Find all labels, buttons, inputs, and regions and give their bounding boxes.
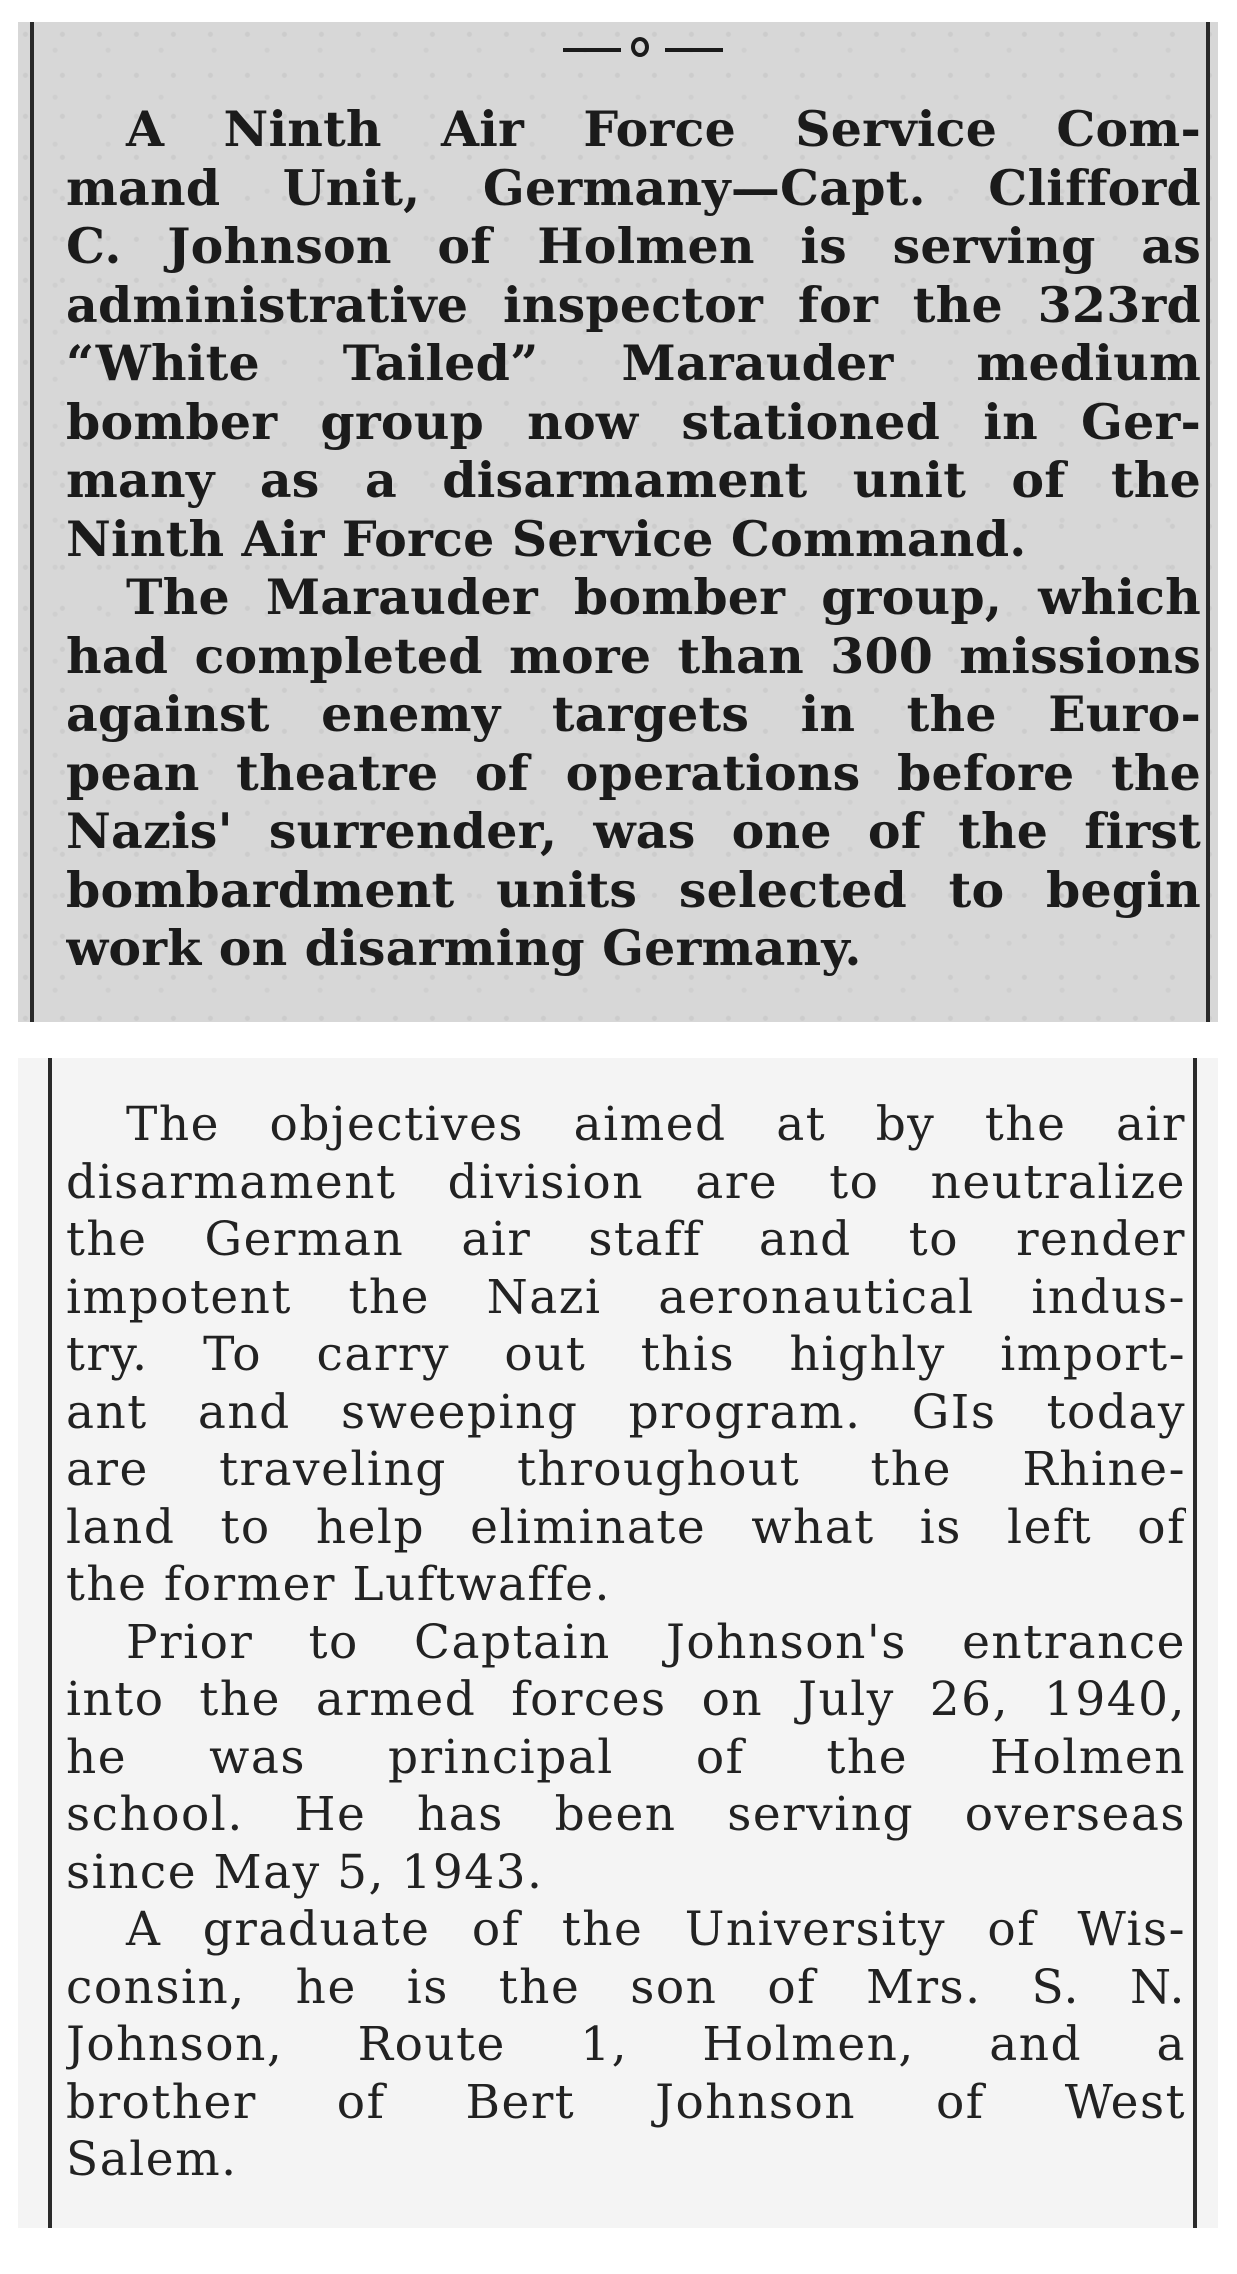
text-line: Ninth Air Force Service Command. bbox=[66, 509, 1027, 568]
text-line: The Marauder bomber group, which bbox=[126, 568, 1201, 626]
text-line: A graduate of the University of Wis- bbox=[126, 1902, 1186, 1957]
text-line: disarmament division are to neutralize bbox=[66, 1154, 1186, 1210]
text-line: bombardment units selected to begin bbox=[66, 860, 1201, 919]
text-line: ant and sweeping program. GIs today bbox=[66, 1384, 1186, 1440]
text-line: try. To carry out this highly import- bbox=[66, 1327, 1186, 1382]
column-rule-left bbox=[30, 22, 34, 1022]
text-line: brother of Bert Johnson of West bbox=[66, 2074, 1186, 2130]
text-line: since May 5, 1943. bbox=[66, 1844, 544, 1900]
text-line: Prior to Captain Johnson's entrance bbox=[126, 1614, 1186, 1670]
text-line: the German air staff and to render bbox=[66, 1212, 1186, 1267]
text-line: the former Luftwaffe. bbox=[66, 1557, 611, 1612]
text-line: Nazis' surrender, was one of the first bbox=[66, 802, 1201, 860]
news-clipping-bottom bbox=[18, 1058, 1218, 2228]
text-line: pean theatre of operations before the bbox=[66, 743, 1201, 802]
section-divider-ornament bbox=[563, 34, 723, 64]
text-line: mand Unit, Germany—Capt. Clifford bbox=[66, 158, 1201, 217]
text-line: school. He has been serving overseas bbox=[66, 1787, 1186, 1842]
text-line: Johnson, Route 1, Holmen, and a bbox=[66, 2017, 1186, 2072]
text-line: Salem. bbox=[66, 2132, 238, 2187]
text-line: C. Johnson of Holmen is serving as bbox=[66, 217, 1201, 275]
article-body-part-two bbox=[66, 1096, 1186, 2189]
article-body-part-one bbox=[66, 100, 1201, 978]
column-rule-right bbox=[1193, 1058, 1197, 2228]
column-rule-left bbox=[48, 1058, 52, 2228]
text-line: consin, he is the son of Mrs. S. N. bbox=[66, 1959, 1186, 2015]
text-line: are traveling throughout the Rhine- bbox=[66, 1442, 1186, 1497]
text-line: bomber group now stationed in Ger- bbox=[66, 392, 1201, 451]
text-line: against enemy targets in the Euro- bbox=[66, 685, 1201, 743]
text-line: impotent the Nazi aeronautical indus- bbox=[66, 1269, 1186, 1325]
text-line: The objectives aimed at by the air bbox=[126, 1097, 1186, 1152]
text-line: land to help eliminate what is left of bbox=[66, 1499, 1186, 1555]
text-line: “White Tailed” Marauder medium bbox=[66, 334, 1201, 392]
text-line: administrative inspector for the 323rd bbox=[66, 275, 1201, 334]
text-line: many as a disarmament unit of the bbox=[66, 451, 1201, 509]
text-line: had completed more than 300 missions bbox=[66, 626, 1201, 685]
text-line: A Ninth Air Force Service Com- bbox=[126, 100, 1201, 158]
text-line: he was principal of the Holmen bbox=[66, 1729, 1186, 1785]
column-rule-right bbox=[1206, 22, 1210, 1022]
text-line: into the armed forces on July 26, 1940, bbox=[66, 1672, 1186, 1727]
text-line: work on disarming Germany. bbox=[66, 919, 862, 977]
news-clipping-top bbox=[18, 22, 1218, 1022]
